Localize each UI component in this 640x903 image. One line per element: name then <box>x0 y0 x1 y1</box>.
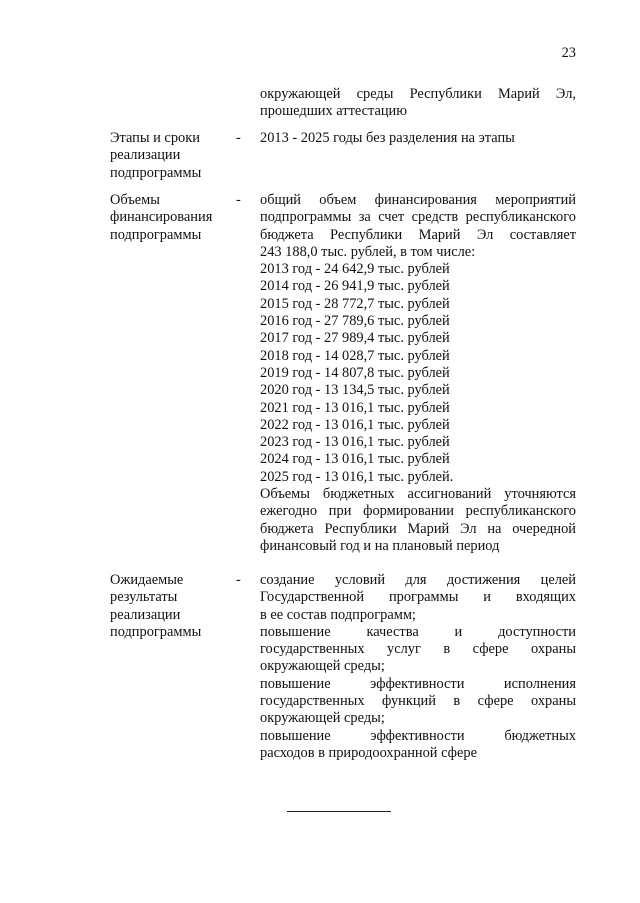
year-amount: 2017 год - 27 989,4 тыс. рублей <box>260 330 450 347</box>
text-line: Государственной программы и входящих <box>260 589 576 606</box>
row-label <box>110 130 232 182</box>
text-line: в ее состав подпрограмм; <box>260 606 416 623</box>
year-amount: 2019 год - 14 807,8 тыс. рублей <box>260 364 450 381</box>
year-amount: 2013 год - 24 642,9 тыс. рублей <box>260 261 450 278</box>
text-line: 2013 - 2025 годы без разделения на этапы <box>260 130 515 146</box>
row-label <box>110 192 232 244</box>
year-amount: 2025 год - 13 016,1 тыс. рублей. <box>260 468 454 485</box>
label-line: подпрограммы <box>110 226 202 243</box>
label-line: реализации <box>110 147 181 164</box>
section-separator <box>287 811 391 812</box>
text-line: финансовый год и на плановый период <box>260 537 500 554</box>
text-line: общий объем финансирования мероприятий <box>260 192 576 208</box>
year-amount: 2015 год - 28 772,7 тыс. рублей <box>260 295 450 312</box>
label-line: финансирования <box>110 209 213 226</box>
label-line: Объемы <box>110 192 160 208</box>
text-line: 243 188,0 тыс. рублей, в том числе: <box>260 243 476 260</box>
year-amount: 2022 год - 13 016,1 тыс. рублей <box>260 416 450 433</box>
text-line: ежегодно при формировании республиканского <box>260 503 576 520</box>
text-line: бюджета Республики Марий Эл на очередной <box>260 520 576 537</box>
text-line: подпрограммы за счет средств республиканского <box>260 209 576 226</box>
label-line: Ожидаемые <box>110 572 184 588</box>
row-content <box>260 192 576 555</box>
year-amount: 2018 год - 14 028,7 тыс. рублей <box>260 347 450 364</box>
row-label <box>110 572 232 641</box>
year-amount: 2014 год - 26 941,9 тыс. рублей <box>260 278 450 295</box>
label-line: подпрограммы <box>110 164 202 181</box>
label-line: Этапы и сроки <box>110 130 200 146</box>
text-line: создание условий для достижения целей <box>260 572 576 588</box>
text-line: повышение качества и доступности <box>260 623 576 640</box>
text-line: окружающей среды; <box>260 658 385 675</box>
text-line: бюджета Республики Марий Эл составляет <box>260 226 576 243</box>
year-amount: 2023 год - 13 016,1 тыс. рублей <box>260 434 450 451</box>
text-line: Объемы бюджетных ассигнований уточняются <box>260 486 576 503</box>
text-line: повышение эффективности бюджетных <box>260 727 576 744</box>
text-line: государственных услуг в сфере охраны <box>260 641 576 658</box>
page-number: 23 <box>561 45 576 61</box>
row-dash: - <box>236 130 241 146</box>
row-content <box>260 572 576 762</box>
label-line: результаты <box>110 589 178 606</box>
year-amount: 2020 год - 13 134,5 тыс. рублей <box>260 382 450 399</box>
text-line: прошедших аттестацию <box>260 103 407 120</box>
text-line: государственных функций в сфере охраны <box>260 693 576 710</box>
year-amount: 2021 год - 13 016,1 тыс. рублей <box>260 399 450 416</box>
text-line: расходов в природоохранной сфере <box>260 744 477 761</box>
text-line: окружающей среды; <box>260 710 385 727</box>
text-line: окружающей среды Республики Марий Эл, <box>260 86 576 102</box>
label-line: реализации <box>110 606 181 623</box>
year-amount: 2016 год - 27 789,6 тыс. рублей <box>260 313 450 330</box>
text-line: повышение эффективности исполнения <box>260 675 576 692</box>
row-dash: - <box>236 572 241 588</box>
row-dash: - <box>236 192 241 208</box>
year-amount: 2024 год - 13 016,1 тыс. рублей <box>260 451 450 468</box>
continuation-text <box>260 86 576 121</box>
row-content <box>260 130 576 147</box>
label-line: подпрограммы <box>110 623 202 640</box>
